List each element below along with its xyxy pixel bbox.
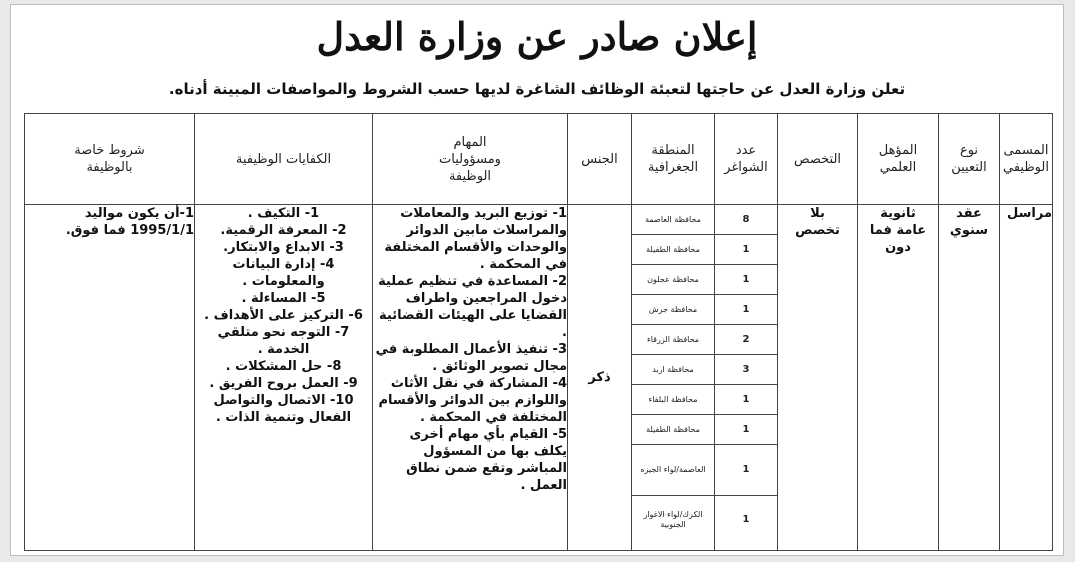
vacancy-count: 1 [715,235,777,265]
header-competencies: الكفايات الوظيفية [195,114,373,205]
announcement-sheet [10,4,1064,556]
cell-appointment-type: عقد سنوي [939,205,1000,551]
vacancy-count: 1 [742,514,750,526]
cell-duties: 1- توزيع البريد والمعاملات والمراسلات مابين الدوائر والوحدات والأقسام المختلفة في المحكمة . 2- المساعدة في تنظيم عملية دخول المراجعين واطراف القضايا على الهيئات القضائية . 3- تنفيذ الأعمال المطلوبة في مجال تصوير الوثائق . 4- المشاركة في نقل الأثاث واللوازم بين الدوائر والأقسام المختلفة في المحكمة . 5- القيام بأي مهام أخرى يكلف بها من المسؤول المباشر وتقع ضمن نطاق العمل . [373,205,568,551]
cell-job-title: مراسل [1000,205,1053,551]
region-name: محافظة الطفيلة [632,235,714,265]
vacancy-count: 1 [715,415,777,445]
cell-conditions: 1-أن يكون مواليد 1995/1/1 فما فوق. [25,205,195,551]
region-name: محافظة البلقاء [632,385,714,415]
region-name: محافظة عجلون [632,265,714,295]
header-appointment-type: نوع التعيين [939,114,1000,205]
vacancy-count: 1 [715,265,777,295]
vacancies-table [24,113,1053,551]
vacancy-count: 3 [715,355,777,385]
header-region: المنطقة الجغرافية [632,114,715,205]
region-name: محافظة جرش [632,295,714,325]
region-name: محافظة الزرقاء [632,325,714,355]
cell-region [632,205,715,551]
header-duties: المهام ومسؤوليات الوظيفة [373,114,568,205]
header-gender: الجنس [568,114,632,205]
region-name: العاصمة/لواء الجيزه [632,445,714,495]
region-name: محافظة العاصمة [632,205,714,235]
region-name: محافظة الطفيلة [632,415,714,445]
announcement-subtitle: تعلن وزارة العدل عن حاجتها لتعبئة الوظائف الشاغرة لديها حسب الشروط والمواصفات المبينة أدناه. [168,80,906,98]
vacancy-count: 8 [715,205,777,235]
vacancy-count: 1 [715,445,777,495]
cell-gender: ذكر [568,205,632,551]
cell-qualification: ثانوية عامة فما دون [858,205,939,551]
cell-specialization: بلا تخصص [778,205,858,551]
table-row [25,205,1053,551]
header-vacancies: عدد الشواغر [715,114,778,205]
announcement-title: إعلان صادر عن وزارة العدل [316,14,758,59]
vacancy-count: 2 [715,325,777,355]
header-specialization: التخصص [778,114,858,205]
header-qualification: المؤهل العلمي [858,114,939,205]
region-name: الكرك/لواء الاغوار الجنوبية [643,510,703,530]
cell-competencies: 1- التكيف . 2- المعرفة الرقمية. 3- الابداع والابتكار. 4- إدارة البيانات والمعلومات . 5- المساءلة . 6- التركيز على الأهداف . 7- التوجه نحو متلقي الخدمة . 8- حل المشكلات . 9- العمل بروح الفريق . 10- الاتصال والتواصل الفعال وتنمية الذات . [195,205,373,551]
header-job-title: المسمى الوظيفي [1000,114,1053,205]
table-header-row [25,114,1053,205]
vacancy-count: 1 [715,385,777,415]
vacancy-count: 1 [715,295,777,325]
cell-vacancies [715,205,778,551]
region-name: محافظة اربد [632,355,714,385]
header-conditions: شروط خاصة بالوظيفة [25,114,195,205]
